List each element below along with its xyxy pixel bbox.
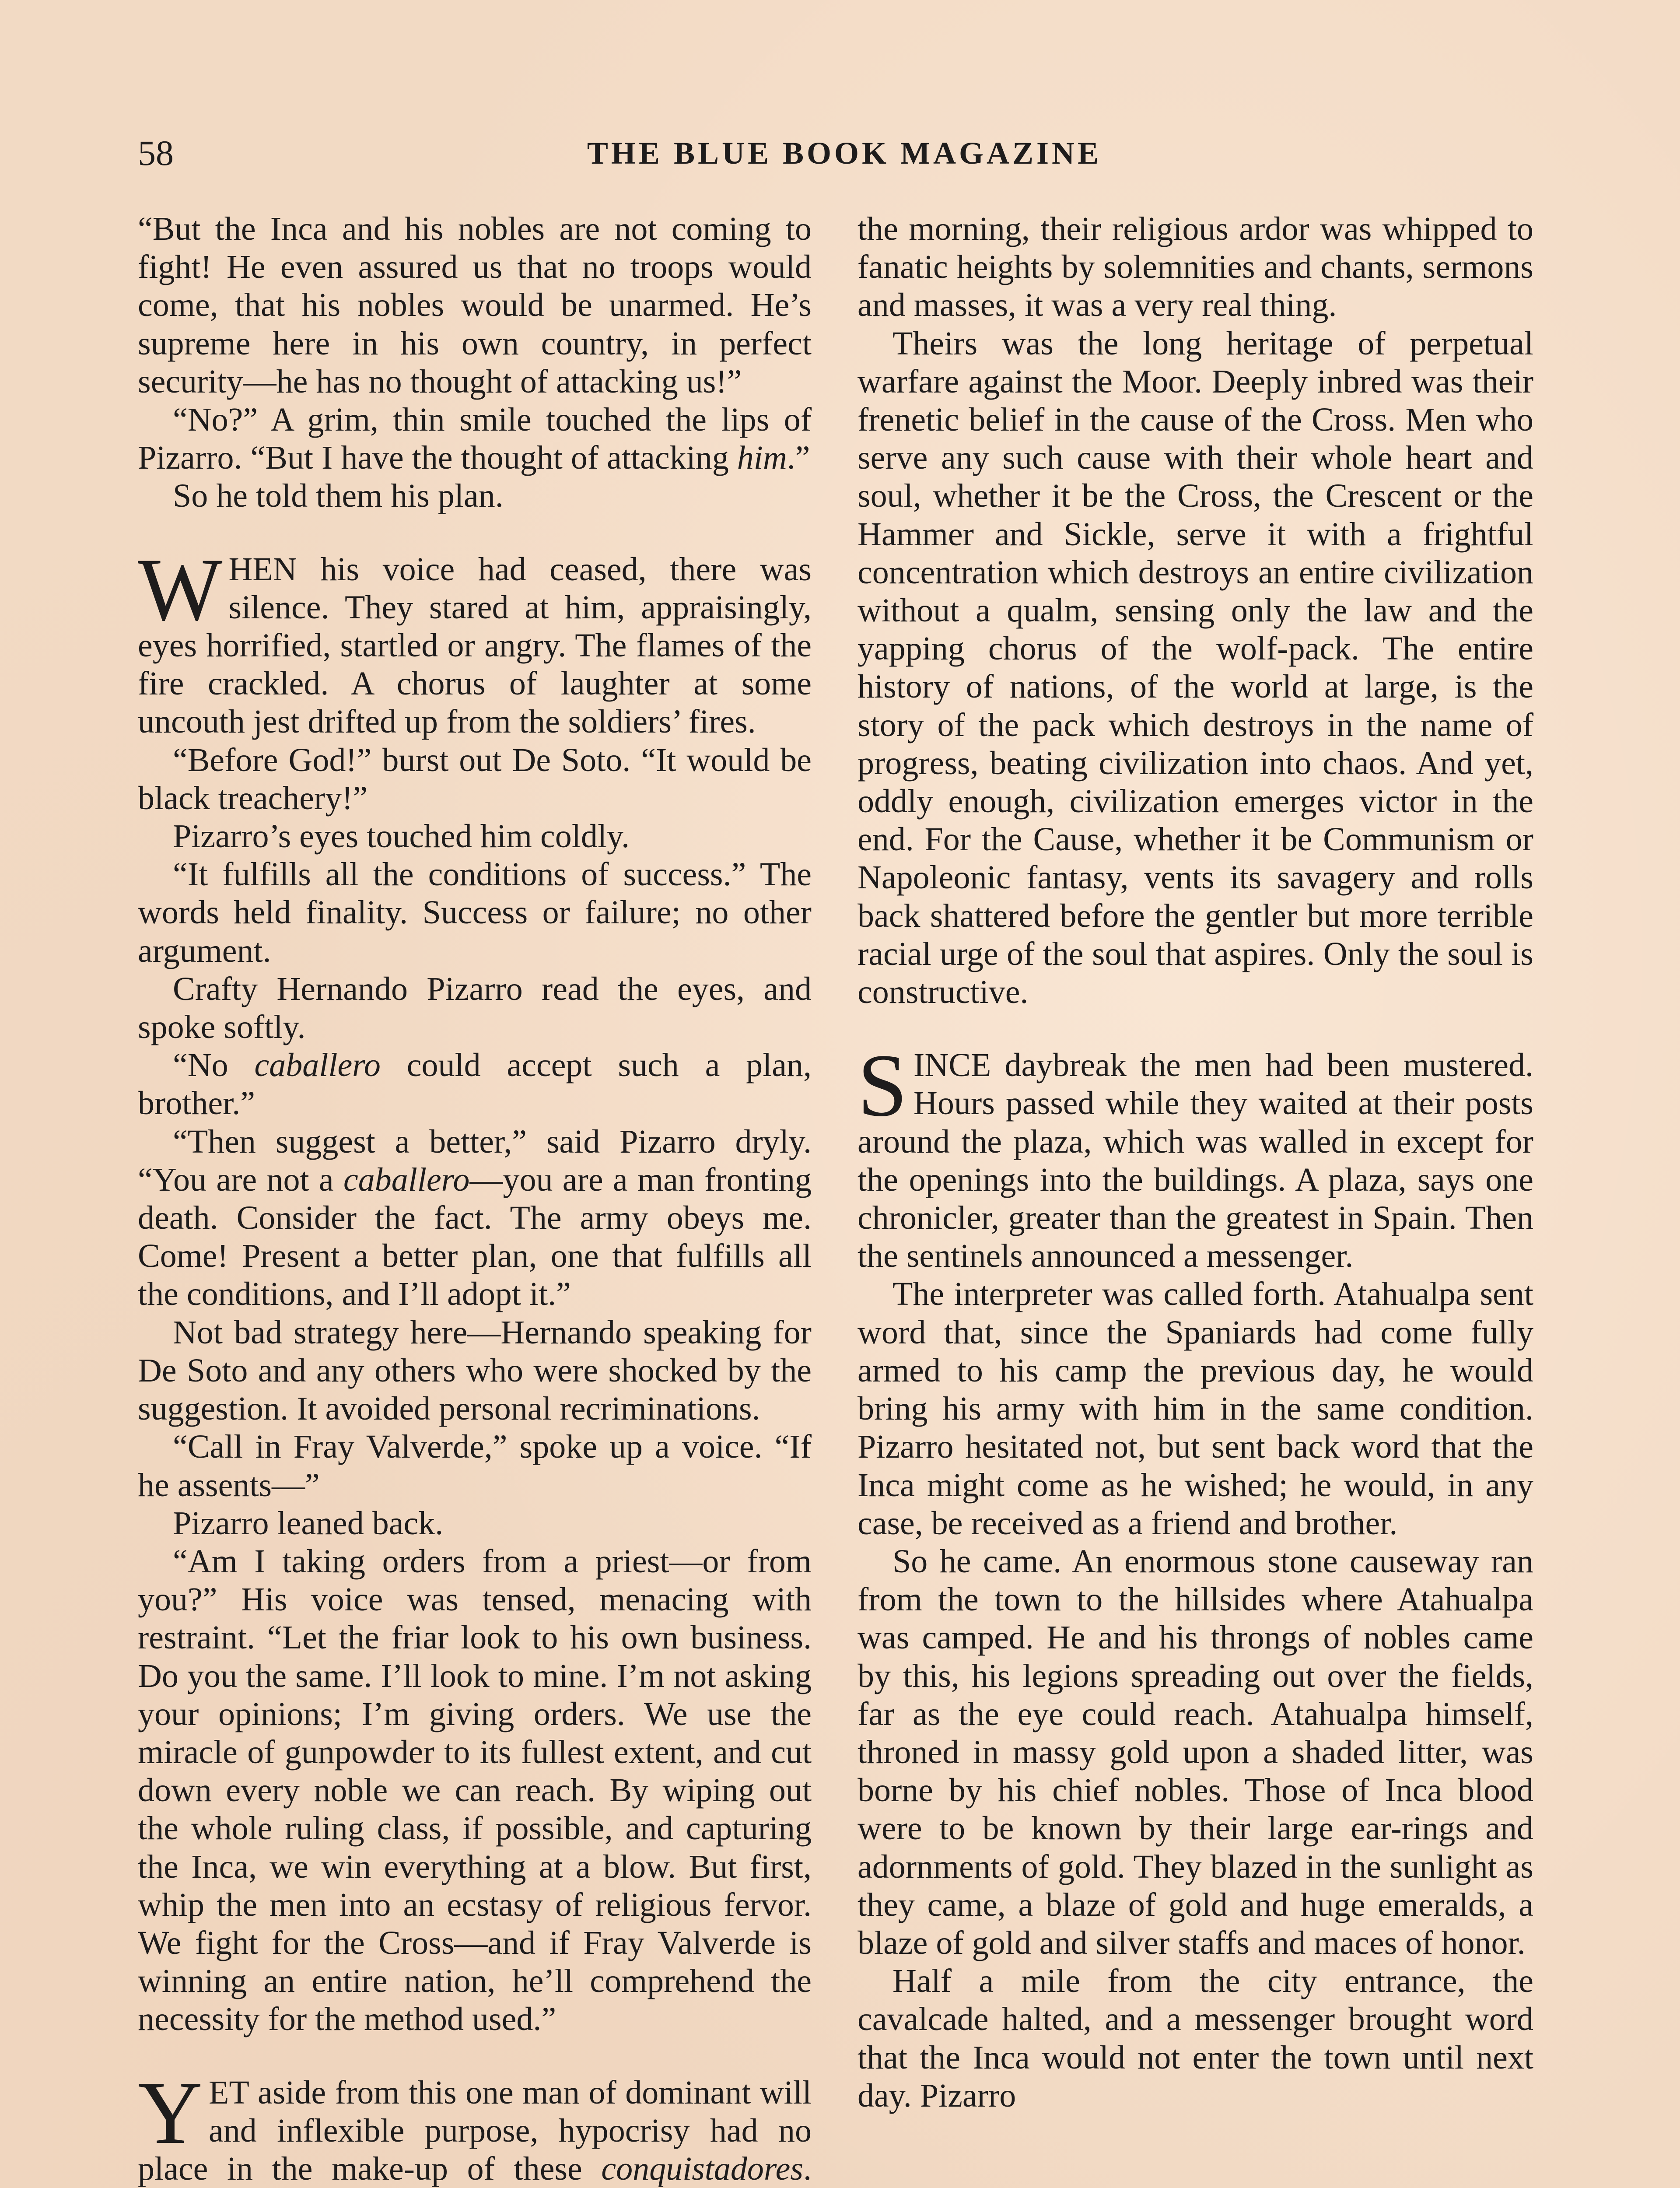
italic-run: him	[737, 439, 787, 477]
drop-cap: S	[858, 1036, 908, 1136]
text-run: “No	[173, 1047, 255, 1084]
paragraph: “Before God!” burst out De Soto. “It would be black treachery!”	[138, 741, 812, 817]
paragraph: the morning, their religious ardor was whipped to fanatic heights by solemnities and chants, sermons and masses, it was a very real thing.	[858, 210, 1533, 324]
text-run: .”	[787, 439, 810, 477]
text-run: .	[803, 2150, 812, 2187]
magazine-title: THE BLUE BOOK MAGAZINE	[587, 136, 1102, 171]
paragraph: The interpreter was called forth. Atahualpa sent word that, since the Spaniards had come fully armed to his camp the previous day, he would bring his army with him in the same condition. Pizarro hesitated not, but sent back word that the Inca might come as he wished; he would, in any case, be received as a friend and brother.	[858, 1276, 1533, 1542]
text-run: INCE daybreak the men had been mustered. Hours passed while they waited at their posts around the plaza, which was walled in except for the openings into the buildings. A plaza, says one chronicler, greater than the greatest in Spain. Then the sentinels announced a messenger.	[858, 1047, 1533, 1275]
drop-cap: Y	[138, 2063, 203, 2163]
text-run: HEN his voice had ceased, there was silence. They stared at him, appraisingly, eyes horrified, startled or angry. The flames of the fire crackled. A chorus of laughter at some uncouth jest drifted up from the soldiers’ fires.	[138, 551, 812, 740]
italic-run: caballero	[254, 1047, 381, 1084]
page-header	[138, 131, 1551, 184]
text-run: “Then suggest a better,” said Pizarro dryly. “You are not a	[138, 1123, 812, 1198]
section-paragraph	[138, 540, 812, 741]
section-paragraph	[858, 1036, 1533, 1275]
paragraph: “It fulfills all the conditions of success.” The words held finality. Success or failure; no other argument.	[138, 856, 812, 969]
paragraph: Theirs was the long heritage of perpetual warfare against the Moor. Deeply inbred was their frenetic belief in the cause of the Cross. Men who serve any such cause with their whole heart and soul, whether it be the Cross, the Crescent or the Hammer and Sickle, serve it with a frightful concentration which destroys an entire civilization without a qualm, sensing only the law and the yapping chorus of the wolf-pack. The entire history of nations, of the world at large, is the story of the pack which destroys in the name of progress, beating civilization into chaos. And yet, oddly enough, civilization emerges victor in the end. For the Cause, whether it be Communism or Napoleonic fantasy, vents its savagery and rolls back shattered before the gentler but more terrible racial urge of the soul that aspires. Only the soul is constructive.	[858, 325, 1533, 1011]
paragraph: Pizarro leaned back.	[173, 1504, 444, 1542]
paragraph: Crafty Hernando Pizarro read the eyes, and spoke softly.	[138, 970, 812, 1046]
paragraph: “Call in Fray Valverde,” spoke up a voice. “If he assents—”	[138, 1428, 812, 1504]
paragraph: Not bad strategy here—Hernando speaking for De Soto and any others who were shocked by the suggestion. It avoided personal recriminations.	[138, 1314, 812, 1427]
right-column	[858, 210, 1533, 2115]
paragraph	[138, 401, 812, 477]
paragraph: So he told them his plan.	[173, 477, 504, 515]
drop-cap: W	[138, 540, 223, 639]
text-run: could accept such a plan, brother.”	[138, 1047, 812, 1122]
paragraph: So he came. An enormous stone causeway ran from the town to the hillsides where Atahualpa was camped. He and his throngs of nobles came by this, his legions spreading out over the fields, far as the eye could reach. Atahualpa himself, throned in massy gold upon a shaded litter, was borne by his chief nobles. Those of Inca blood were to be known by their large ear-rings and adornments of gold. They blazed in the sunlight as they came, a blaze of gold and huge emeralds, a blaze of gold and silver staffs and maces of honor.	[858, 1543, 1533, 1961]
paragraph	[138, 1046, 812, 1122]
paragraph: “Am I taking orders from a priest—or from you?” His voice was tensed, menacing with restraint. “Let the friar look to his own business. Do you the same. I’ll look to mine. I’m not asking your opinions; I’m giving orders. We use the miracle of gunpowder to its fullest extent, and cut down every noble we can reach. By wiping out the whole ruling class, if possible, and capturing the Inca, we win everything at a blow. But first, whip the men into an ecstasy of religious fervor. We fight for the Cross—and if Fray Valverde is winning an entire nation, he’ll comprehend the necessity for the method used.”	[138, 1543, 812, 2038]
paragraph: “But the Inca and his nobles are not coming to fight! He even assured us that no troops would come, that his nobles would be unarmed. He’s supreme here in his own country, in perfect security—he has no thought of attacking us!”	[138, 210, 812, 400]
text-run: ET aside from this one man of dominant will and inflexible purpose, hypocrisy had no place in the make-up of these	[138, 2074, 812, 2187]
text-run: “No?” A grim, thin smile touched the lips of Pizarro. “But I have the thought of attacking	[138, 401, 812, 477]
italic-run: conquistadores	[601, 2150, 803, 2187]
page-number: 58	[138, 133, 174, 173]
text-run: —you are a man fronting death. Consider the fact. The army obeys me. Come! Present a better plan, one that fulfills all the conditions, and I’ll adopt it.”	[138, 1161, 812, 1313]
italic-run: caballero	[343, 1161, 470, 1198]
paragraph: Half a mile from the city entrance, the cavalcade halted, and a messenger brought word that the Inca would not enter the town until next day. Pizarro	[858, 1963, 1533, 2114]
left-column	[138, 210, 812, 2188]
paragraph: Pizarro’s eyes touched him coldly.	[173, 818, 630, 855]
paragraph	[138, 1123, 812, 1314]
section-paragraph	[138, 2063, 812, 2188]
